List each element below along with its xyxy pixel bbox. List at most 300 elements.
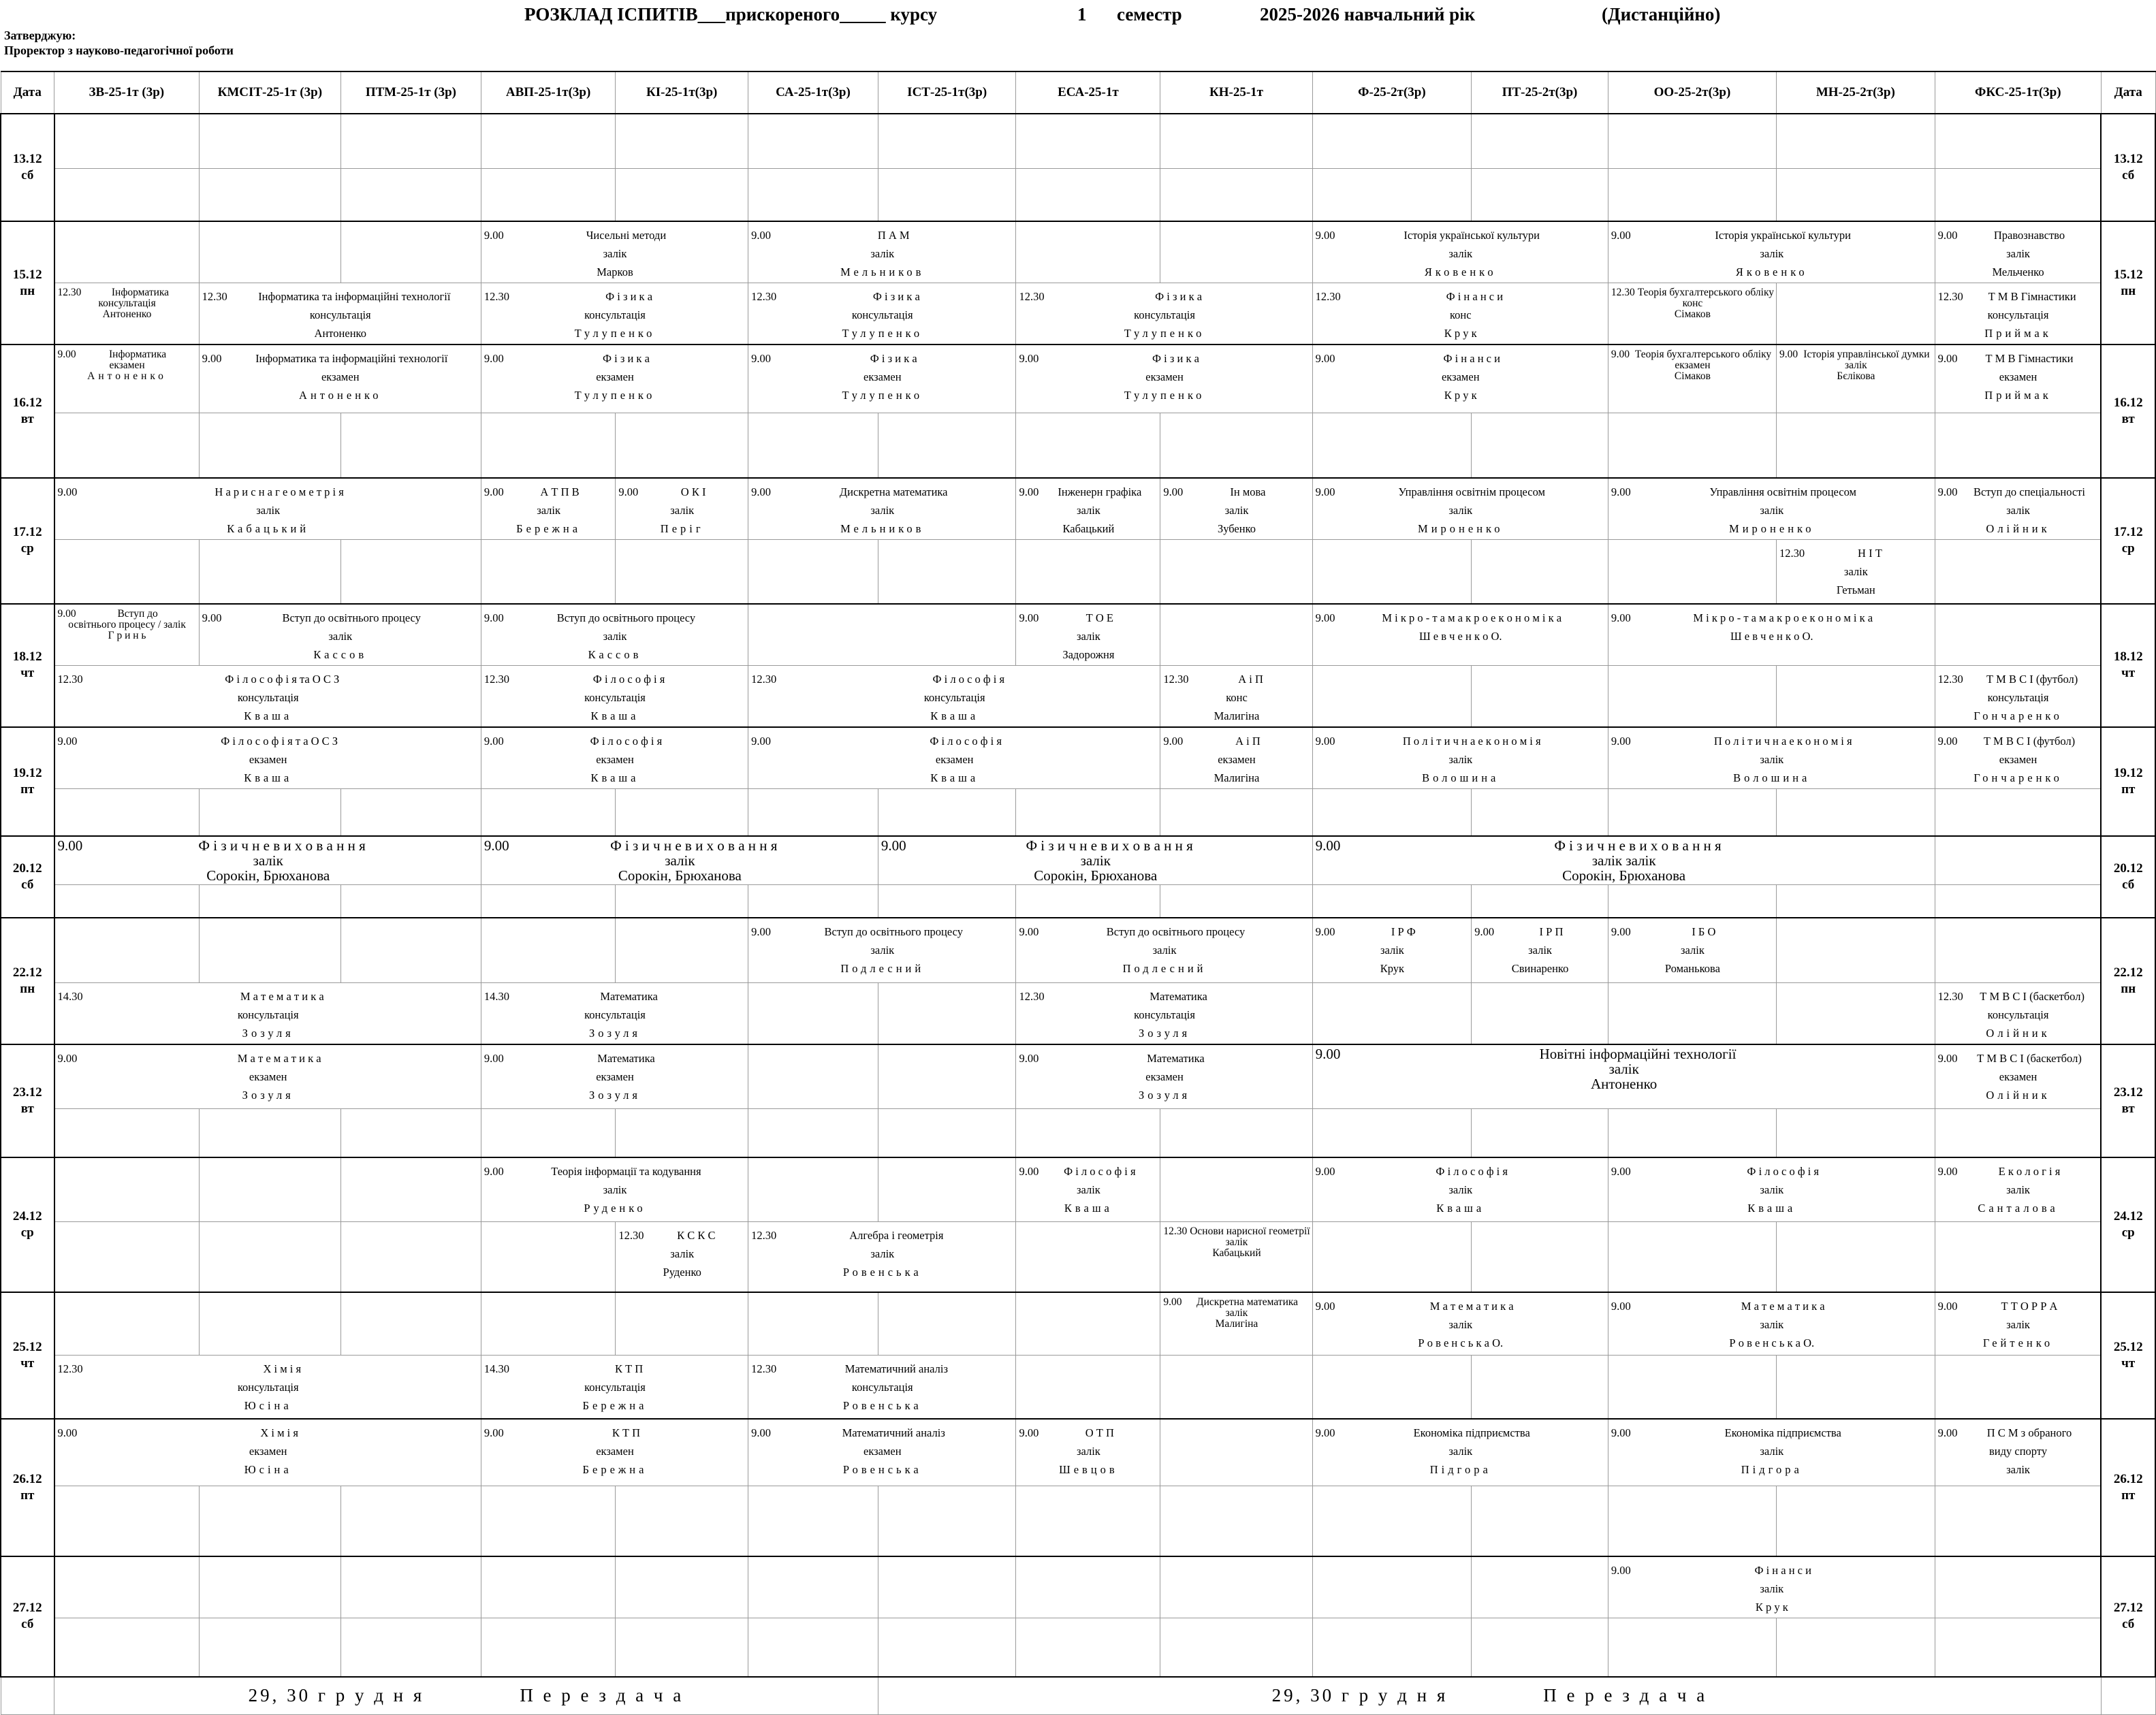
exam-entry (1935, 666, 2101, 726)
exam-line (1316, 732, 1606, 750)
date-day: 16.12 (2113, 396, 2143, 410)
exam-entry (748, 1222, 1015, 1283)
empty-cell (481, 1221, 615, 1292)
empty-cell (1935, 413, 2101, 478)
exam-cell (616, 1221, 748, 1292)
exam-teacher: Бережна (516, 522, 582, 535)
empty-cell (1472, 168, 1608, 221)
exam-line (484, 349, 746, 368)
exam-entry (748, 728, 1160, 788)
empty-cell (341, 1157, 481, 1221)
exam-line (484, 838, 876, 853)
exam-subject: Історія української культури (1404, 229, 1540, 242)
date-weekday: сб (2122, 877, 2135, 892)
empty-cell (1777, 283, 1935, 345)
exam-teacher: Г р и н ь (108, 629, 146, 641)
empty-cell (1608, 788, 1776, 836)
schedule-row (1, 1486, 2155, 1556)
exam-time: 9.00 (1611, 1426, 1631, 1439)
exam-subject: М і к р о - т а м а к р о е к о н о м і к а (1693, 611, 1873, 624)
empty-cell (341, 1108, 481, 1157)
exam-subject: Вступ до освітнього процесу (824, 925, 963, 938)
date-cell-right (2101, 1419, 2155, 1556)
exam-entry (1935, 1158, 2101, 1219)
exam-subject: Х і м і я (263, 1362, 302, 1375)
exam-kind: екзамен (863, 370, 902, 383)
empty-cell (199, 168, 340, 221)
exam-subject: Ф і з и к а (870, 352, 917, 365)
exam-teacher: Сорокін, Брюханова (1562, 867, 1686, 884)
exam-line (1019, 609, 1158, 627)
exam-subject: Вступ до освітнього процесу (556, 611, 696, 624)
empty-cell (1608, 1108, 1776, 1157)
exam-teacher: Крук (1380, 961, 1405, 975)
exam-subject: Чисельні методи (586, 229, 667, 242)
empty-cell (878, 168, 1016, 221)
schedule-row (1, 1556, 2155, 1618)
exam-teacher: Мироненко (1729, 522, 1815, 535)
exam-line (1938, 226, 2099, 244)
exam-line (751, 1424, 1013, 1442)
exam-subject: Ф і з и ч н е в и х о в а н н я (1554, 837, 1722, 854)
exam-subject: І Р Ф (1391, 925, 1416, 938)
schedule-row (1, 114, 2155, 168)
empty-cell (1935, 540, 2101, 604)
exam-cell (1312, 1044, 1935, 1108)
retake-label: П е р е з д а ч а (1543, 1685, 1708, 1706)
empty-cell (1016, 221, 1160, 283)
exam-entry (481, 1158, 748, 1219)
exam-kind: консультація (851, 308, 913, 321)
exam-line (58, 838, 479, 853)
empty-cell (748, 788, 878, 836)
date-day: 26.12 (12, 1472, 42, 1486)
exam-kind: залік (1076, 504, 1100, 517)
exam-line (484, 609, 746, 627)
date-day: 25.12 (2113, 1340, 2143, 1354)
exam-entry (200, 345, 481, 406)
schedule-row (1, 478, 2155, 540)
exam-subject: Математичний аналіз (842, 1426, 945, 1439)
exam-kind: екзамен (249, 1445, 287, 1458)
empty-cell (748, 1292, 878, 1355)
exam-entry (1608, 345, 1776, 383)
exam-subject: Т М В С І (футбол) (1983, 734, 2076, 748)
schedule-row (1, 836, 2155, 885)
exam-teacher: Кассов (313, 647, 368, 661)
exam-subject: Теорія бухгалтерського обліку (1634, 349, 1772, 360)
exam-teacher: Юсіна (244, 1463, 292, 1476)
exam-entry (55, 666, 481, 726)
date-cell-left (1, 221, 54, 344)
empty-cell (1016, 885, 1160, 918)
exam-time: 9.00 (1315, 1426, 1335, 1439)
date-day: 23.12 (12, 1085, 42, 1100)
empty-cell (1777, 1486, 1935, 1556)
date-cell-right (2101, 1292, 2155, 1419)
empty-cell (1016, 1486, 1160, 1556)
exam-cell (1312, 1157, 1608, 1221)
exam-subject: Ф і л о с о ф і я (1064, 1165, 1136, 1178)
exam-entry (1935, 479, 2101, 539)
empty-cell (1608, 413, 1776, 478)
approval-position: Проректор з науково-педагогічної роботи (4, 44, 234, 57)
empty-cell (54, 221, 200, 283)
exam-time: 12.30 (1163, 1225, 1188, 1237)
exam-entry (1016, 345, 1312, 406)
exam-kind: консультація (584, 1380, 646, 1394)
exam-subject: Історія української культури (1715, 229, 1852, 242)
retake-dates: 29, 30 г р у д н я (1271, 1685, 1448, 1706)
exam-cell (1016, 983, 1312, 1045)
exam-line (1938, 349, 2099, 368)
exam-kind: консультація (237, 1008, 299, 1021)
exam-kind: залік (1448, 247, 1473, 260)
exam-teacher: Р о в е н с ь к а О. (1729, 1336, 1815, 1349)
exam-entry (481, 666, 748, 726)
exam-kind: залік (1380, 943, 1404, 957)
empty-cell (1160, 1618, 1312, 1677)
exam-kind: залік (2006, 504, 2030, 517)
empty-cell (1608, 665, 1776, 727)
exam-cell (54, 1044, 481, 1108)
date-cell-right (2101, 918, 2155, 1045)
empty-cell (1016, 1618, 1160, 1677)
exam-teacher: Зозуля (1139, 1027, 1191, 1040)
exam-subject: Ф і н а н с и (1446, 290, 1504, 303)
exam-teacher: Тулупенко (842, 327, 923, 340)
empty-cell (1472, 885, 1608, 918)
exam-kind: консультація (1134, 308, 1195, 321)
empty-cell (1777, 665, 1935, 727)
exam-teacher: Сорокін, Брюханова (206, 867, 330, 884)
exam-line (1163, 1297, 1310, 1308)
exam-kind: консультація (851, 1380, 913, 1394)
exam-line (1938, 987, 2099, 1006)
date-day: 20.12 (12, 861, 42, 876)
exam-time: 9.00 (1315, 837, 1341, 854)
empty-cell (748, 114, 878, 168)
empty-cell (199, 1618, 340, 1677)
date-weekday: пн (20, 283, 35, 298)
group-header: ІСТ-25-1т(3р) (878, 71, 1016, 114)
exam-cell (1016, 478, 1160, 540)
exam-subject: М а т е м а т и к а (240, 990, 324, 1003)
exam-kind: консультація (98, 298, 156, 309)
empty-cell (1160, 540, 1312, 604)
exam-subject: Новітні інформаційні технології (1539, 1046, 1737, 1062)
date-column-header: Дата (1, 71, 54, 114)
schedule-row (1, 885, 2155, 918)
date-weekday: чт (20, 666, 35, 680)
exam-line (202, 349, 479, 368)
exam-kind: екзамен (935, 752, 974, 766)
exam-cell (1312, 478, 1608, 540)
exam-kind: залік (1448, 1445, 1473, 1458)
semester-label: семестр (1117, 4, 1182, 25)
empty-cell (1608, 983, 1776, 1045)
exam-teacher: Подлесний (840, 961, 925, 975)
exam-line (1316, 609, 1606, 627)
exam-teacher: Мироненко (1418, 522, 1504, 535)
exam-entry (1935, 283, 2101, 344)
exam-entry (1016, 283, 1312, 344)
empty-cell (341, 221, 481, 283)
exam-subject: Математика (1147, 1052, 1205, 1065)
exam-subject: Алгебра і геометрія (849, 1228, 944, 1242)
empty-cell (1472, 1556, 1608, 1618)
exam-cell (481, 1157, 748, 1221)
exam-cell (1160, 1221, 1312, 1292)
exam-line (1019, 1162, 1158, 1181)
exam-line (1316, 483, 1606, 501)
exam-time: 9.00 (1315, 485, 1335, 498)
exam-line (1163, 483, 1310, 501)
retake-cell-left (54, 1677, 878, 1715)
date-weekday: ср (20, 541, 34, 556)
exam-kind: залік залік (1591, 852, 1656, 869)
empty-cell (748, 1486, 878, 1556)
exam-entry (748, 345, 1015, 406)
exam-teacher: Задорожня (1062, 647, 1115, 661)
exam-entry (748, 283, 1015, 344)
exam-cell (481, 1044, 748, 1108)
exam-teacher: Яковенко (1424, 266, 1497, 278)
exam-kind: екзамен (249, 752, 287, 766)
empty-cell (1935, 604, 2101, 666)
exam-teacher: Зозуля (588, 1089, 641, 1102)
empty-cell (1016, 540, 1160, 604)
exam-subject: Теорія інформації та кодування (551, 1165, 701, 1178)
exam-teacher: Р о в е н с ь к а О. (1418, 1336, 1504, 1349)
exam-teacher: Ш е в ч е н к о О. (1730, 629, 1813, 643)
exam-teacher: Зозуля (1139, 1089, 1191, 1102)
exam-entry (748, 1356, 1015, 1416)
exam-kind: консультація (1987, 690, 2049, 704)
empty-cell (616, 168, 748, 221)
exam-cell (54, 478, 481, 540)
exam-subject: Ф і н а н с и (1754, 1564, 1811, 1577)
empty-cell (1472, 1486, 1608, 1556)
exam-entry (1160, 479, 1312, 539)
exam-line (1611, 923, 1774, 941)
empty-cell (1160, 168, 1312, 221)
empty-cell (1777, 1221, 1935, 1292)
exam-entry (1608, 1420, 1935, 1480)
exam-teacher: Марков (597, 266, 633, 278)
empty-cell (1312, 1486, 1472, 1556)
date-weekday: пн (20, 981, 35, 996)
exam-subject: Інформатика та інформаційні технології (258, 290, 451, 303)
exam-kind: залік (1225, 1236, 1248, 1248)
exam-cell (1016, 1419, 1160, 1486)
exam-kind: залік (870, 247, 895, 260)
exam-teacher: залік (2006, 1463, 2030, 1476)
exam-entry (1313, 1293, 1608, 1353)
date-day: 23.12 (2113, 1085, 2143, 1100)
exam-cell (199, 283, 481, 345)
schedule-row (1, 221, 2155, 283)
empty-cell (199, 413, 340, 478)
date-cell-left (1, 1292, 54, 1419)
exam-entry (1160, 728, 1312, 788)
exam-cell (54, 1355, 481, 1419)
empty-cell (481, 114, 615, 168)
exam-line (1019, 987, 1310, 1006)
exam-kind: консультація (584, 308, 646, 321)
date-weekday: вт (20, 412, 34, 426)
exam-time: 9.00 (881, 837, 906, 854)
date-day: 15.12 (2113, 267, 2143, 282)
group-header: ФКС-25-1т(3р) (1935, 71, 2101, 114)
exam-teacher: Антоненко (314, 327, 366, 340)
empty-cell (616, 1618, 748, 1677)
schedule-row (1, 1419, 2155, 1486)
exam-line (1316, 838, 1933, 853)
date-day: 27.12 (12, 1601, 42, 1616)
exam-line (751, 1360, 1013, 1378)
date-weekday: ср (20, 1225, 34, 1240)
date-cell-right (2101, 1044, 2155, 1157)
date-weekday: сб (21, 168, 34, 182)
schedule-row (1, 1044, 2155, 1108)
exam-teacher: Тулупенко (574, 389, 656, 402)
exam-teacher: Олійник (1986, 1027, 2050, 1040)
empty-cell (1777, 1618, 1935, 1677)
exam-entry (1608, 283, 1776, 321)
empty-cell (1935, 1618, 2101, 1677)
exam-line (1938, 670, 2099, 688)
exam-entry (1313, 479, 1608, 539)
exam-teacher: Тулупенко (1124, 327, 1205, 340)
empty-cell (878, 1618, 1016, 1677)
exam-teacher: Антоненко (299, 389, 382, 402)
exam-kind: залік (603, 1183, 627, 1196)
exam-kind: консультація (1987, 308, 2049, 321)
exam-line (1611, 287, 1774, 298)
exam-subject: Основи нарисної геометрії (1190, 1225, 1310, 1237)
exam-cell (54, 836, 481, 885)
exam-line (1611, 483, 1933, 501)
empty-cell (1160, 885, 1312, 918)
exam-teacher: Антоненко (102, 308, 152, 320)
exam-line (1611, 1297, 1933, 1315)
date-weekday: сб (2122, 1617, 2135, 1632)
exam-kind: екзамен (863, 1445, 902, 1458)
exam-teacher: Ровенська (842, 1265, 922, 1279)
approval-label: Затверджую: (4, 29, 76, 42)
exam-entry (1472, 918, 1608, 979)
exam-entry (1608, 605, 1935, 647)
exam-line (1163, 1226, 1310, 1237)
exam-subject: Т М В С І (футбол) (1986, 672, 2078, 686)
exam-cell (1312, 344, 1608, 413)
exam-cell (1777, 540, 1935, 604)
empty-cell (616, 114, 748, 168)
group-header: ПТМ-25-1т (3р) (341, 71, 481, 114)
exam-cell (1312, 221, 1608, 283)
exam-kind: залік (1152, 943, 1177, 957)
exam-cell (481, 283, 748, 345)
exam-teacher: Сорокін, Брюханова (618, 867, 742, 884)
exam-entry (1935, 1420, 2101, 1480)
empty-cell (199, 114, 340, 168)
exam-entry (1313, 918, 1472, 979)
exam-kind: залік (1076, 1445, 1100, 1458)
exam-teacher: Кабацький (1212, 1247, 1261, 1259)
exam-entry (1313, 605, 1608, 647)
exam-time: 12.30 (57, 672, 83, 686)
date-day: 24.12 (2113, 1209, 2143, 1223)
exam-cell (1312, 1292, 1608, 1355)
empty-cell (1777, 918, 1935, 983)
schedule-row (1, 1618, 2155, 1677)
empty-cell (1472, 983, 1608, 1045)
empty-cell (199, 918, 340, 983)
exam-kind: залік (1843, 565, 1868, 578)
exam-subject: Ф і з и ч н е в и х о в а н н я (1026, 837, 1193, 854)
empty-cell (1312, 1221, 1472, 1292)
exam-time: 9.00 (1163, 485, 1184, 498)
exam-teacher: Сорокін, Брюханова (1034, 867, 1158, 884)
exam-kind: залік (665, 852, 695, 869)
exam-cell (54, 727, 481, 789)
empty-cell (1160, 1419, 1312, 1486)
date-day: 22.12 (12, 965, 42, 980)
exam-line (58, 732, 479, 750)
exam-kind: конс (1226, 690, 1248, 704)
empty-cell (878, 1292, 1016, 1355)
exam-entry (1935, 728, 2101, 788)
empty-cell (341, 413, 481, 478)
exam-cell (1935, 1157, 2101, 1221)
empty-cell (341, 788, 481, 836)
exam-time: 9.00 (1937, 1426, 1958, 1439)
exam-cell (1608, 283, 1776, 345)
exam-kind: екзамен (596, 752, 634, 766)
exam-subject: Вступ до освітнього процесу (282, 611, 421, 624)
exam-kind: екзамен (1675, 359, 1711, 371)
exam-cell (481, 983, 748, 1045)
date-day: 17.12 (2113, 525, 2143, 540)
exam-kind: консультація (923, 690, 985, 704)
exam-time: 9.00 (57, 1052, 78, 1065)
exam-teacher: Ш е в ч е н к о О. (1418, 629, 1502, 643)
date-weekday: пт (2121, 782, 2136, 797)
exam-time: 9.00 (483, 1426, 504, 1439)
exam-subject: Ф і з и ч н е в и х о в а н н я (198, 837, 366, 854)
exam-kind: консультація (237, 1380, 299, 1394)
exam-teacher: Гончаренко (1973, 709, 2063, 722)
exam-time: 9.00 (202, 611, 222, 624)
empty-cell (1016, 1108, 1160, 1157)
empty-cell (1935, 1108, 2101, 1157)
exam-line (751, 1226, 1013, 1245)
empty-cell (1312, 885, 1472, 918)
exam-entry (1608, 918, 1776, 979)
empty-cell (481, 1292, 615, 1355)
schedule-row (1, 1221, 2155, 1292)
exam-time: 9.00 (1019, 611, 1039, 624)
exam-kind: консультація (1134, 1008, 1195, 1021)
schedule-row (1, 283, 2155, 345)
empty-cell (1935, 114, 2101, 168)
exam-cell (1608, 1157, 1935, 1221)
empty-cell (878, 540, 1016, 604)
exam-cell (1935, 283, 2101, 345)
exam-kind: залік (328, 629, 353, 643)
exam-subject: Ф і з и к а (602, 352, 650, 365)
